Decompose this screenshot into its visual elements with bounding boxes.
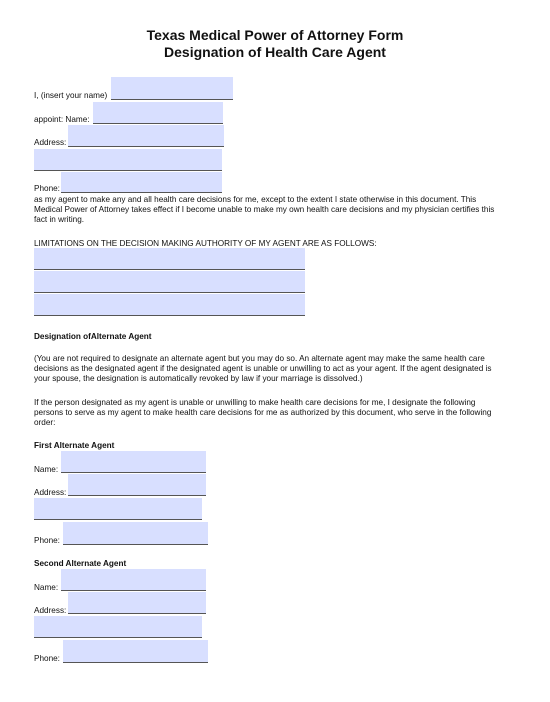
second-alternate-phone-label: Phone: (34, 654, 60, 663)
first-alternate-heading: First Alternate Agent (34, 441, 115, 450)
agent-phone-label: Phone: (34, 184, 60, 193)
second-alternate-name-label: Name: (34, 583, 59, 592)
limitations-line-3[interactable] (34, 294, 305, 316)
second-alternate-heading: Second Alternate Agent (34, 559, 127, 568)
limitations-line-2[interactable] (34, 271, 305, 293)
first-alternate-address-line2-field[interactable] (34, 498, 202, 520)
first-alternate-phone-field[interactable] (63, 522, 208, 545)
limitations-line-1[interactable] (34, 248, 305, 270)
first-alternate-name-field[interactable] (61, 451, 206, 473)
agent-phone-field[interactable] (61, 172, 222, 193)
second-alternate-address-line2-field[interactable] (34, 616, 202, 638)
agent-name-field[interactable] (93, 102, 223, 124)
limitations-heading: LIMITATIONS ON THE DECISION MAKING AUTHORITY OF MY AGENT ARE AS FOLLOWS: (34, 239, 377, 248)
principal-name-field[interactable] (111, 77, 233, 100)
second-alternate-name-field[interactable] (61, 569, 206, 591)
form-title: Texas Medical Power of Attorney Form (146, 27, 404, 43)
first-alternate-phone-label: Phone: (34, 536, 60, 545)
agent-address-field[interactable] (68, 125, 224, 147)
alternate-note: (You are not required to designate an alternate agent but you may do so. An alternate agent may make the same health care decisions as the designated agent if the designated agent is unable or unwilling to act as your agent. If the agent designated is your spouse, the designation is automatically revoked by law if your marriage is dissolved.) (34, 354, 492, 383)
alternate-intro: If the person designated as my agent is unable or unwilling to make health care decisions for me, I designate the following persons to serve as my agent to make health care decisions for me as authorized by this document, who serve in the following order: (34, 398, 492, 427)
agent-address-line2-field[interactable] (34, 149, 222, 171)
first-alternate-address-label: Address: (34, 488, 67, 497)
principal-name-label: I, (insert your name) (34, 91, 108, 100)
authority-statement: as my agent to make any and all health care decisions for me, except to the extent I state otherwise in this document. This Medical Power of Attorney takes effect if I become unable to make my own health care decisions and my physician certifies this fact in writing. (34, 195, 495, 224)
agent-address-label: Address: (34, 138, 67, 147)
alternate-heading: Designation ofAlternate Agent (34, 332, 152, 341)
second-alternate-address-label: Address: (34, 606, 67, 615)
form-subtitle: Designation of Health Care Agent (164, 44, 386, 60)
first-alternate-address-field[interactable] (68, 474, 206, 496)
second-alternate-phone-field[interactable] (63, 640, 208, 663)
agent-name-label: appoint: Name: (34, 115, 90, 124)
first-alternate-name-label: Name: (34, 465, 59, 474)
second-alternate-address-field[interactable] (68, 592, 206, 614)
